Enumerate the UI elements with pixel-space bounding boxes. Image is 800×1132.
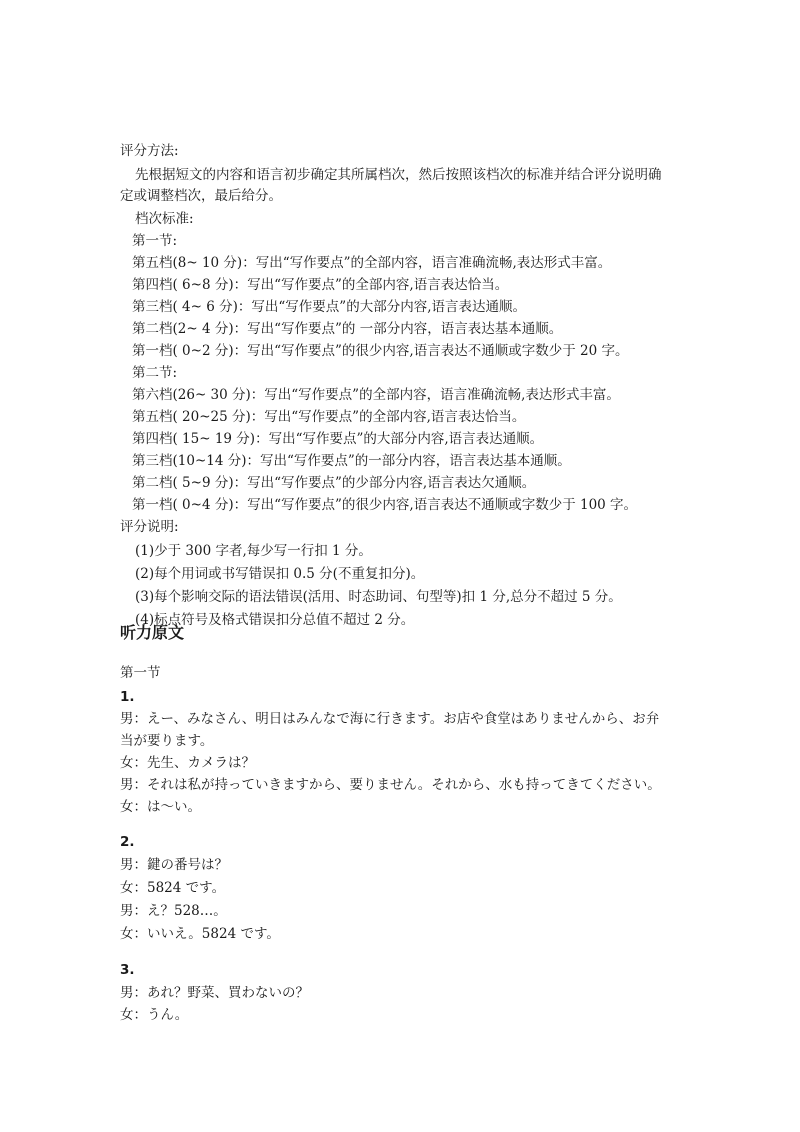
note-item: (1)少于 300 字者,每少写一行扣 1 分。: [135, 543, 372, 559]
dialogue-line: 男：それは私が持っていきますから、要りません。それから、水も持ってきてください。: [120, 777, 661, 793]
dialogue-line: 男：え？528…。: [120, 903, 227, 919]
dialogue-line: 男：あれ？野菜、買わないの？: [120, 985, 309, 1001]
section2-title: 第二节:: [132, 365, 178, 381]
section2-level: 第五档( 20~25 分)：写出“写作要点”的全部内容,语言表达恰当。: [132, 409, 526, 425]
dialogue-line: 女：うん。: [120, 1007, 189, 1023]
transcript-heading: 听力原文: [120, 623, 185, 642]
dialogue-line: 女：先生、カメラは？: [120, 755, 255, 771]
dialogue-line: 女：5824 です。: [120, 880, 226, 896]
section2-level: 第四档( 15~ 19 分)：写出“写作要点”的大部分内容,语言表达通顺。: [132, 431, 544, 447]
section2-level: 第一档( 0~4 分)：写出“写作要点”的很少内容,语言表达不通顺或字数少于 100 字。: [132, 497, 638, 513]
question-number: 1.: [120, 689, 135, 705]
dialogue-line: 女：いいえ。5824 です。: [120, 926, 280, 942]
dialogue-line: 男：鍵の番号は？: [120, 857, 228, 873]
section1-level: 第五档(8~ 10 分)：写出“写作要点”的全部内容，语言准确流畅,表达形式丰富。: [132, 255, 612, 271]
section2-level: 第三档(10~14 分)：写出“写作要点”的一部分内容，语言表达基本通顺。: [132, 453, 571, 469]
question-number: 3.: [120, 962, 135, 978]
section2-level: 第二档( 5~9 分)：写出“写作要点”的少部分内容,语言表达欠通顺。: [132, 475, 536, 491]
notes-title: 评分说明:: [120, 519, 179, 535]
transcript-section-label: 第一节: [120, 665, 161, 681]
grading-method-title: 评分方法:: [120, 143, 179, 159]
dialogue-line: 女：は～い。: [120, 799, 201, 815]
section1-level: 第三档( 4~ 6 分)：写出“写作要点”的大部分内容,语言表达通顺。: [132, 299, 526, 315]
section1-level: 第四档( 6~8 分)：写出“写作要点”的全部内容,语言表达恰当。: [132, 277, 509, 293]
question-number: 2.: [120, 834, 135, 850]
dialogue-line: 当が要ります。: [120, 733, 214, 749]
dialogue-line: 男：えー、みなさん、明日はみんなで海に行きます。お店や食堂はありませんから、お弁: [120, 711, 660, 727]
grading-intro-line-2: 定或调整档次，最后给分。: [120, 188, 282, 204]
grading-intro-line-1: 先根据短文的内容和语言初步确定其所属档次，然后按照该档次的标准并结合评分说明确: [135, 167, 662, 183]
section1-title: 第一节:: [132, 233, 178, 249]
note-item: (3)每个影响交际的语法错误(活用、时态助词、句型等)扣 1 分,总分不超过 5 分。: [135, 589, 622, 605]
section2-level: 第六档(26~ 30 分)：写出“写作要点”的全部内容，语言准确流畅,表达形式丰富。: [132, 387, 620, 403]
levels-title: 档次标准:: [135, 211, 194, 227]
note-item: (2)每个用词或书写错误扣 0.5 分(不重复扣分)。: [135, 566, 425, 582]
note-item: (4)标点符号及格式错误扣分总值不超过 2 分。: [135, 612, 415, 628]
section1-level: 第二档(2~ 4 分)：写出“写作要点”的 一部分内容，语言表达基本通顺。: [132, 321, 563, 337]
section1-level: 第一档( 0~2 分)：写出“写作要点”的很少内容,语言表达不通顺或字数少于 20 字。: [132, 343, 629, 359]
